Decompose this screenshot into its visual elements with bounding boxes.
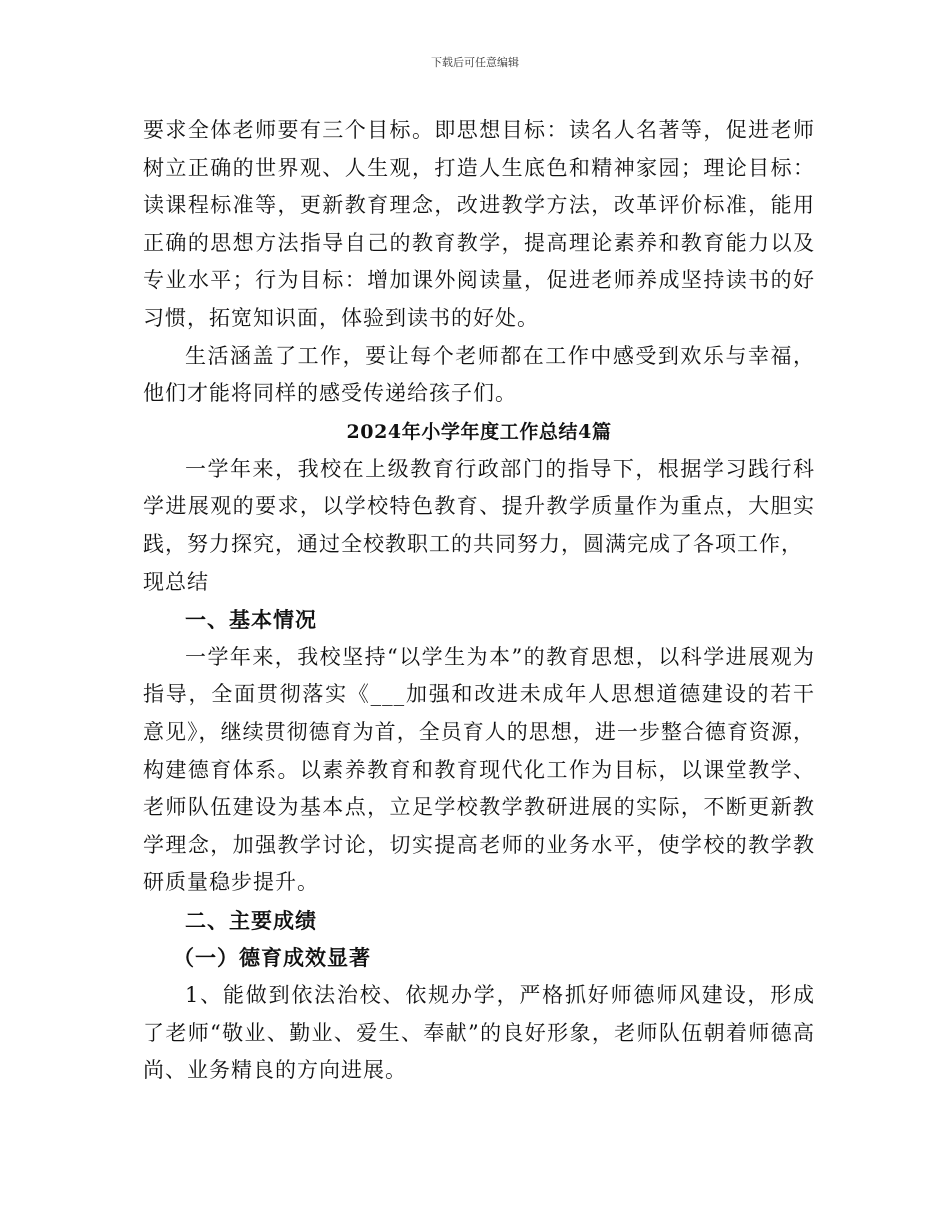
paragraph-intro-tail: 现总结 — [143, 569, 209, 594]
paragraph-rule-of-law: 1、能做到依法治校、依规办学，严格抓好师德师风建设，形成了老师“敬业、勤业、爱生、奉献”的良好形象，老师队伍朝着师德高尚、业务精良的方向进展。 — [143, 983, 815, 1083]
document-body — [143, 112, 815, 1090]
section-heading-main-achievements: 二、主要成绩 — [185, 907, 317, 933]
subsection-heading-moral-education: （一）德育成效显著 — [173, 945, 371, 971]
document-title: 2024年小学年度工作总结4篇 — [346, 420, 612, 443]
paragraph-intro: 一学年来，我校在上级教育行政部门的指导下，根据学习践行科学进展观的要求，以学校特色教育、提升教学质量作为重点，大胆实践，努力探究，通过全校教职工的共同努力，圆满完成了各项工作， — [143, 456, 815, 556]
page-header: 下载后可任意编辑 — [431, 56, 519, 69]
section-heading-basic-situation: 一、基本情况 — [185, 607, 317, 633]
paragraph-reading-goals: 要求全体老师要有三个目标。即思想目标：读名人名著等，促进老师树立正确的世界观、人生观，打造人生底色和精神家园；理论目标：读课程标准等，更新教育理念，改进教学方法，改革评价标准，能用正确的思想方法指导自己的教育教学，提高理论素养和教育能力以及专业水平；行为目标：增加课外阅读量，促进老师养成坚持读书的好习惯，拓宽知识面，体验到读书的好处。 — [143, 118, 815, 330]
paragraph-basic-situation: 一学年来，我校坚持“以学生为本”的教育思想，以科学进展观为指导，全面贯彻落实《___加强和改进未成年人思想道德建设的若干意见》，继续贯彻德育为首，全员育人的思想，进一步整合德育资源，构建德育体系。以素养教育和教育现代化工作为目标，以课堂教学、老师队伍建设为基本点，立足学校教学教研进展的实际，不断更新教学理念，加强教学讨论，切实提高老师的业务水平，使学校的教学教研质量稳步提升。 — [143, 644, 815, 895]
paragraph-life-work: 生活涵盖了工作，要让每个老师都在工作中感受到欢乐与幸福，他们才能将同样的感受传递给孩子们。 — [143, 343, 815, 406]
